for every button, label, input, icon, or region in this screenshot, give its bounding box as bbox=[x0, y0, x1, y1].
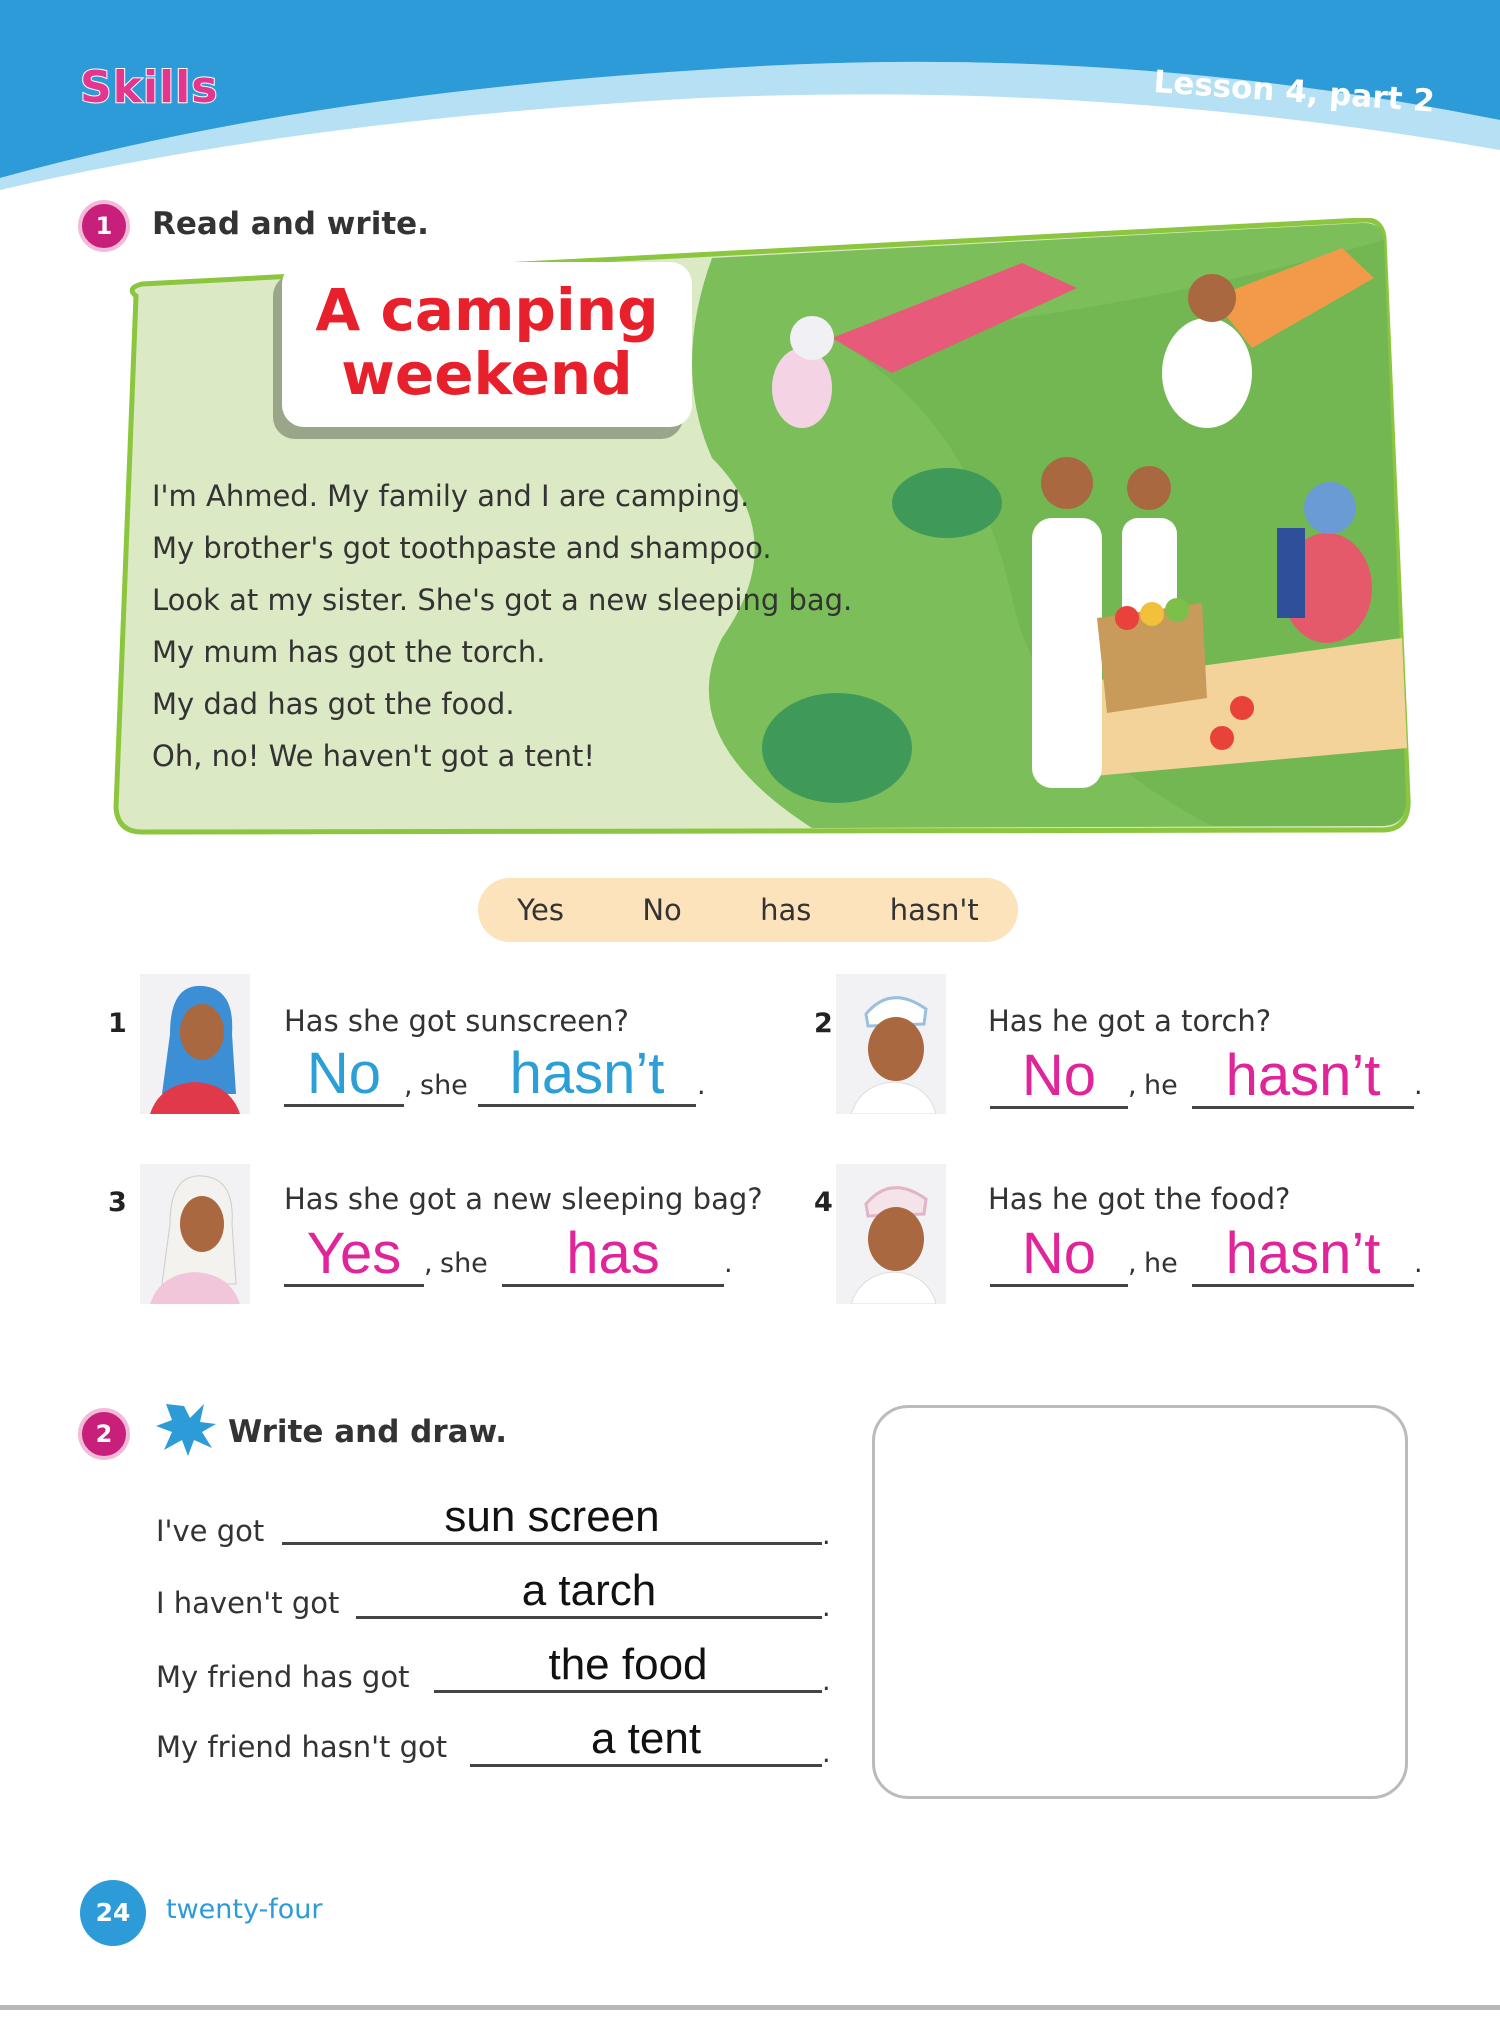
page-number: 24 bbox=[80, 1880, 146, 1946]
pronoun: he bbox=[1144, 1248, 1178, 1279]
story-line: My brother's got toothpaste and shampoo. bbox=[152, 531, 772, 565]
period: . bbox=[724, 1248, 733, 1279]
period: . bbox=[822, 1592, 831, 1623]
boy-avatar-icon bbox=[836, 1164, 946, 1304]
period: . bbox=[1414, 1070, 1423, 1101]
answer-blank-1[interactable]: No bbox=[990, 1046, 1128, 1109]
word-bank bbox=[478, 878, 1018, 942]
story-title-line1: A camping bbox=[315, 276, 659, 344]
story-line: Oh, no! We haven't got a tent! bbox=[152, 739, 596, 773]
pronoun: he bbox=[1144, 1070, 1178, 1101]
exercise-1-heading: Read and write. bbox=[152, 206, 429, 242]
question-text: Has he got a torch? bbox=[988, 1004, 1272, 1038]
word-bank-item: hasn't bbox=[889, 893, 979, 927]
paint-splash-icon bbox=[154, 1398, 218, 1458]
pronoun: she bbox=[420, 1070, 468, 1101]
story-line: Look at my sister. She's got a new sleeping bag. bbox=[152, 583, 853, 617]
story-line: My mum has got the torch. bbox=[152, 635, 546, 669]
write-row-blank[interactable]: a tent bbox=[470, 1714, 822, 1767]
word-bank-item: No bbox=[642, 893, 682, 927]
exercise-2-heading: Write and draw. bbox=[228, 1414, 507, 1450]
question-text: Has she got a new sleeping bag? bbox=[284, 1182, 763, 1216]
drawing-box[interactable] bbox=[872, 1405, 1408, 1799]
write-row-label: My friend hasn't got bbox=[156, 1730, 448, 1764]
exercise-2-number: 2 bbox=[78, 1408, 130, 1460]
comma: , bbox=[1128, 1070, 1137, 1101]
story-title-card bbox=[282, 262, 692, 427]
answer-blank-1[interactable]: Yes bbox=[284, 1224, 424, 1287]
question-number: 1 bbox=[108, 1008, 127, 1039]
lesson-label: Lesson 4, part 2 bbox=[1152, 64, 1436, 120]
question-number: 4 bbox=[814, 1187, 833, 1218]
question-text: Has he got the food? bbox=[988, 1182, 1291, 1216]
write-row-label: I've got bbox=[156, 1514, 265, 1548]
pronoun: she bbox=[440, 1248, 488, 1279]
question-number: 3 bbox=[108, 1187, 127, 1218]
period: . bbox=[822, 1666, 831, 1697]
period: . bbox=[697, 1070, 706, 1101]
answer-blank-1[interactable]: No bbox=[284, 1044, 404, 1107]
girl-avatar-icon bbox=[140, 1164, 250, 1304]
answer-blank-2[interactable]: hasn’t bbox=[1192, 1224, 1414, 1287]
comma: , bbox=[404, 1070, 413, 1101]
write-row-label: My friend has got bbox=[156, 1660, 410, 1694]
question-text: Has she got sunscreen? bbox=[284, 1004, 629, 1038]
comma: , bbox=[1128, 1248, 1137, 1279]
write-row-blank[interactable]: sun screen bbox=[282, 1492, 822, 1545]
section-title: Skills bbox=[80, 62, 219, 113]
answer-blank-2[interactable]: has bbox=[502, 1224, 724, 1287]
story-line: I'm Ahmed. My family and I are camping. bbox=[152, 479, 750, 513]
story-line: My dad has got the food. bbox=[152, 687, 515, 721]
story-text bbox=[152, 470, 852, 782]
word-bank-item: Yes bbox=[517, 893, 564, 927]
period: . bbox=[1414, 1248, 1423, 1279]
answer-blank-2[interactable]: hasn’t bbox=[1192, 1046, 1414, 1109]
period: . bbox=[822, 1738, 831, 1769]
comma: , bbox=[424, 1248, 433, 1279]
write-row-label: I haven't got bbox=[156, 1586, 340, 1620]
boy-avatar-icon bbox=[836, 974, 946, 1114]
story-title-line2: weekend bbox=[341, 340, 633, 408]
page-number-word: twenty-four bbox=[166, 1894, 323, 1925]
write-row-blank[interactable]: the food bbox=[434, 1640, 822, 1693]
page-bottom-rule bbox=[0, 2005, 1500, 2010]
exercise-1-number: 1 bbox=[78, 200, 130, 252]
write-row-blank[interactable]: a tarch bbox=[356, 1566, 822, 1619]
period: . bbox=[822, 1520, 831, 1551]
word-bank-item: has bbox=[760, 893, 812, 927]
girl-avatar-icon bbox=[140, 974, 250, 1114]
answer-blank-2[interactable]: hasn’t bbox=[478, 1044, 696, 1107]
question-number: 2 bbox=[814, 1008, 833, 1039]
answer-blank-1[interactable]: No bbox=[990, 1224, 1128, 1287]
